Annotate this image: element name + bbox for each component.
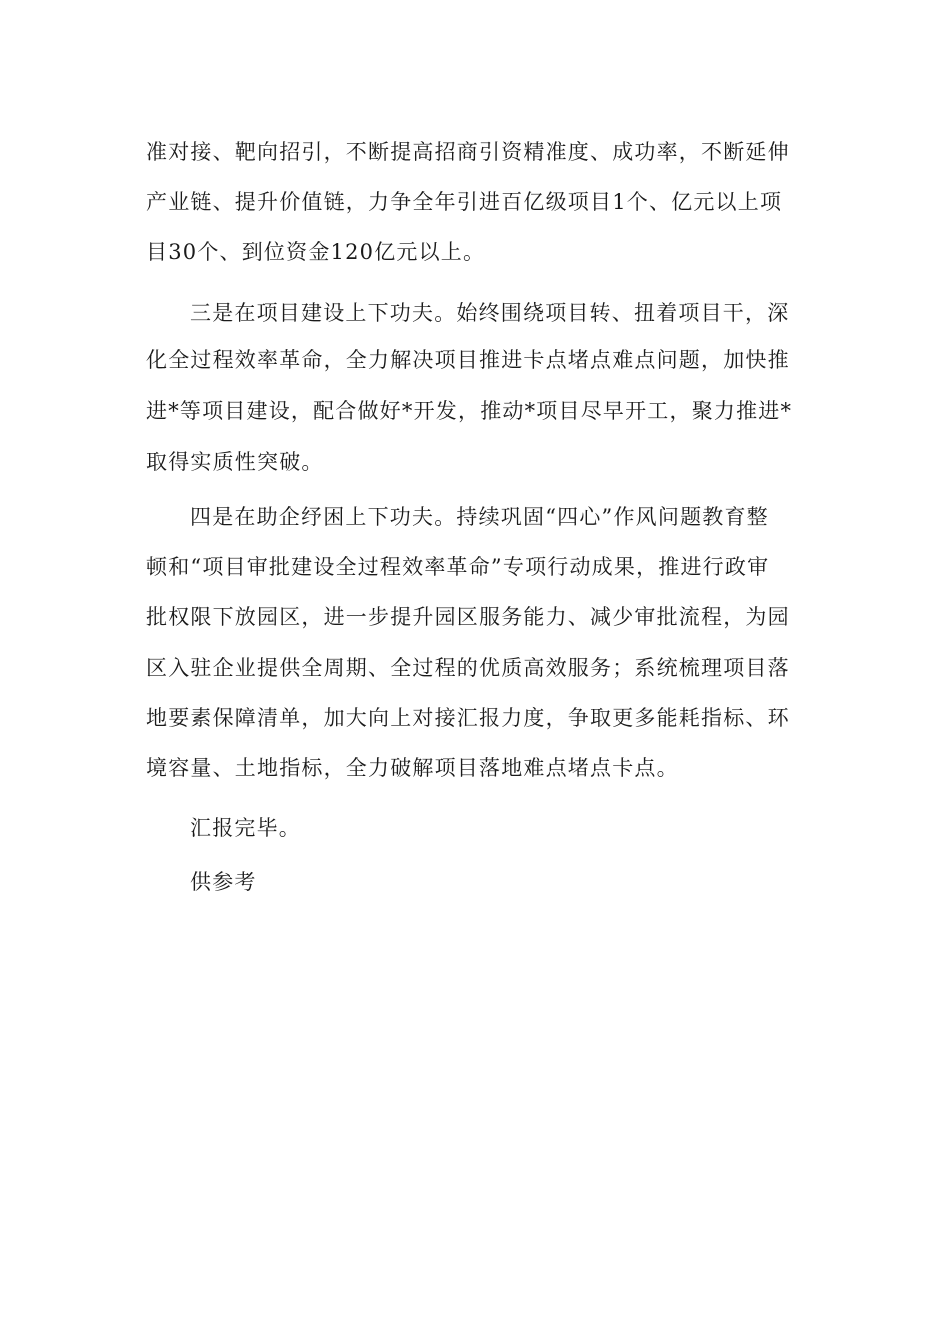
- paragraph-line: 境容量、土地指标，全力破解项目落地难点堵点卡点。: [146, 756, 679, 780]
- paragraph-line: 四是在助企纾困上下功夫。持续巩固“四心”作风问题教育整: [190, 505, 769, 529]
- paragraph-line: 地要素保障清单，加大向上对接汇报力度，争取更多能耗指标、环: [146, 706, 790, 730]
- paragraph-line: 取得实质性突破。: [146, 450, 324, 474]
- paragraph-line: 批权限下放园区，进一步提升园区服务能力、减少审批流程，为园: [146, 605, 790, 629]
- paragraph-line: 进*等项目建设，配合做好*开发，推动*项目尽早开工，聚力推进*: [146, 399, 793, 423]
- closing-line: 汇报完毕。: [190, 816, 301, 840]
- reference-note: 供参考: [190, 870, 257, 894]
- paragraph-line: 三是在项目建设上下功夫。始终围绕项目转、扭着项目干，深: [190, 301, 790, 325]
- paragraph-line: 区入驻企业提供全周期、全过程的优质高效服务；系统梳理项目落: [146, 656, 790, 680]
- paragraph-line: 准对接、靶向招引，不断提高招商引资精准度、成功率，不断延伸: [146, 140, 790, 164]
- paragraph-line: 顿和“项目审批建设全过程效率革命”专项行动成果，推进行政审: [146, 555, 770, 579]
- paragraph-line: 化全过程效率革命，全力解决项目推进卡点堵点难点问题，加快推: [146, 348, 790, 372]
- paragraph-line: 产业链、提升价值链，力争全年引进百亿级项目1个、亿元以上项: [146, 190, 783, 214]
- paragraph-line: 目30个、到位资金120亿元以上。: [146, 240, 486, 264]
